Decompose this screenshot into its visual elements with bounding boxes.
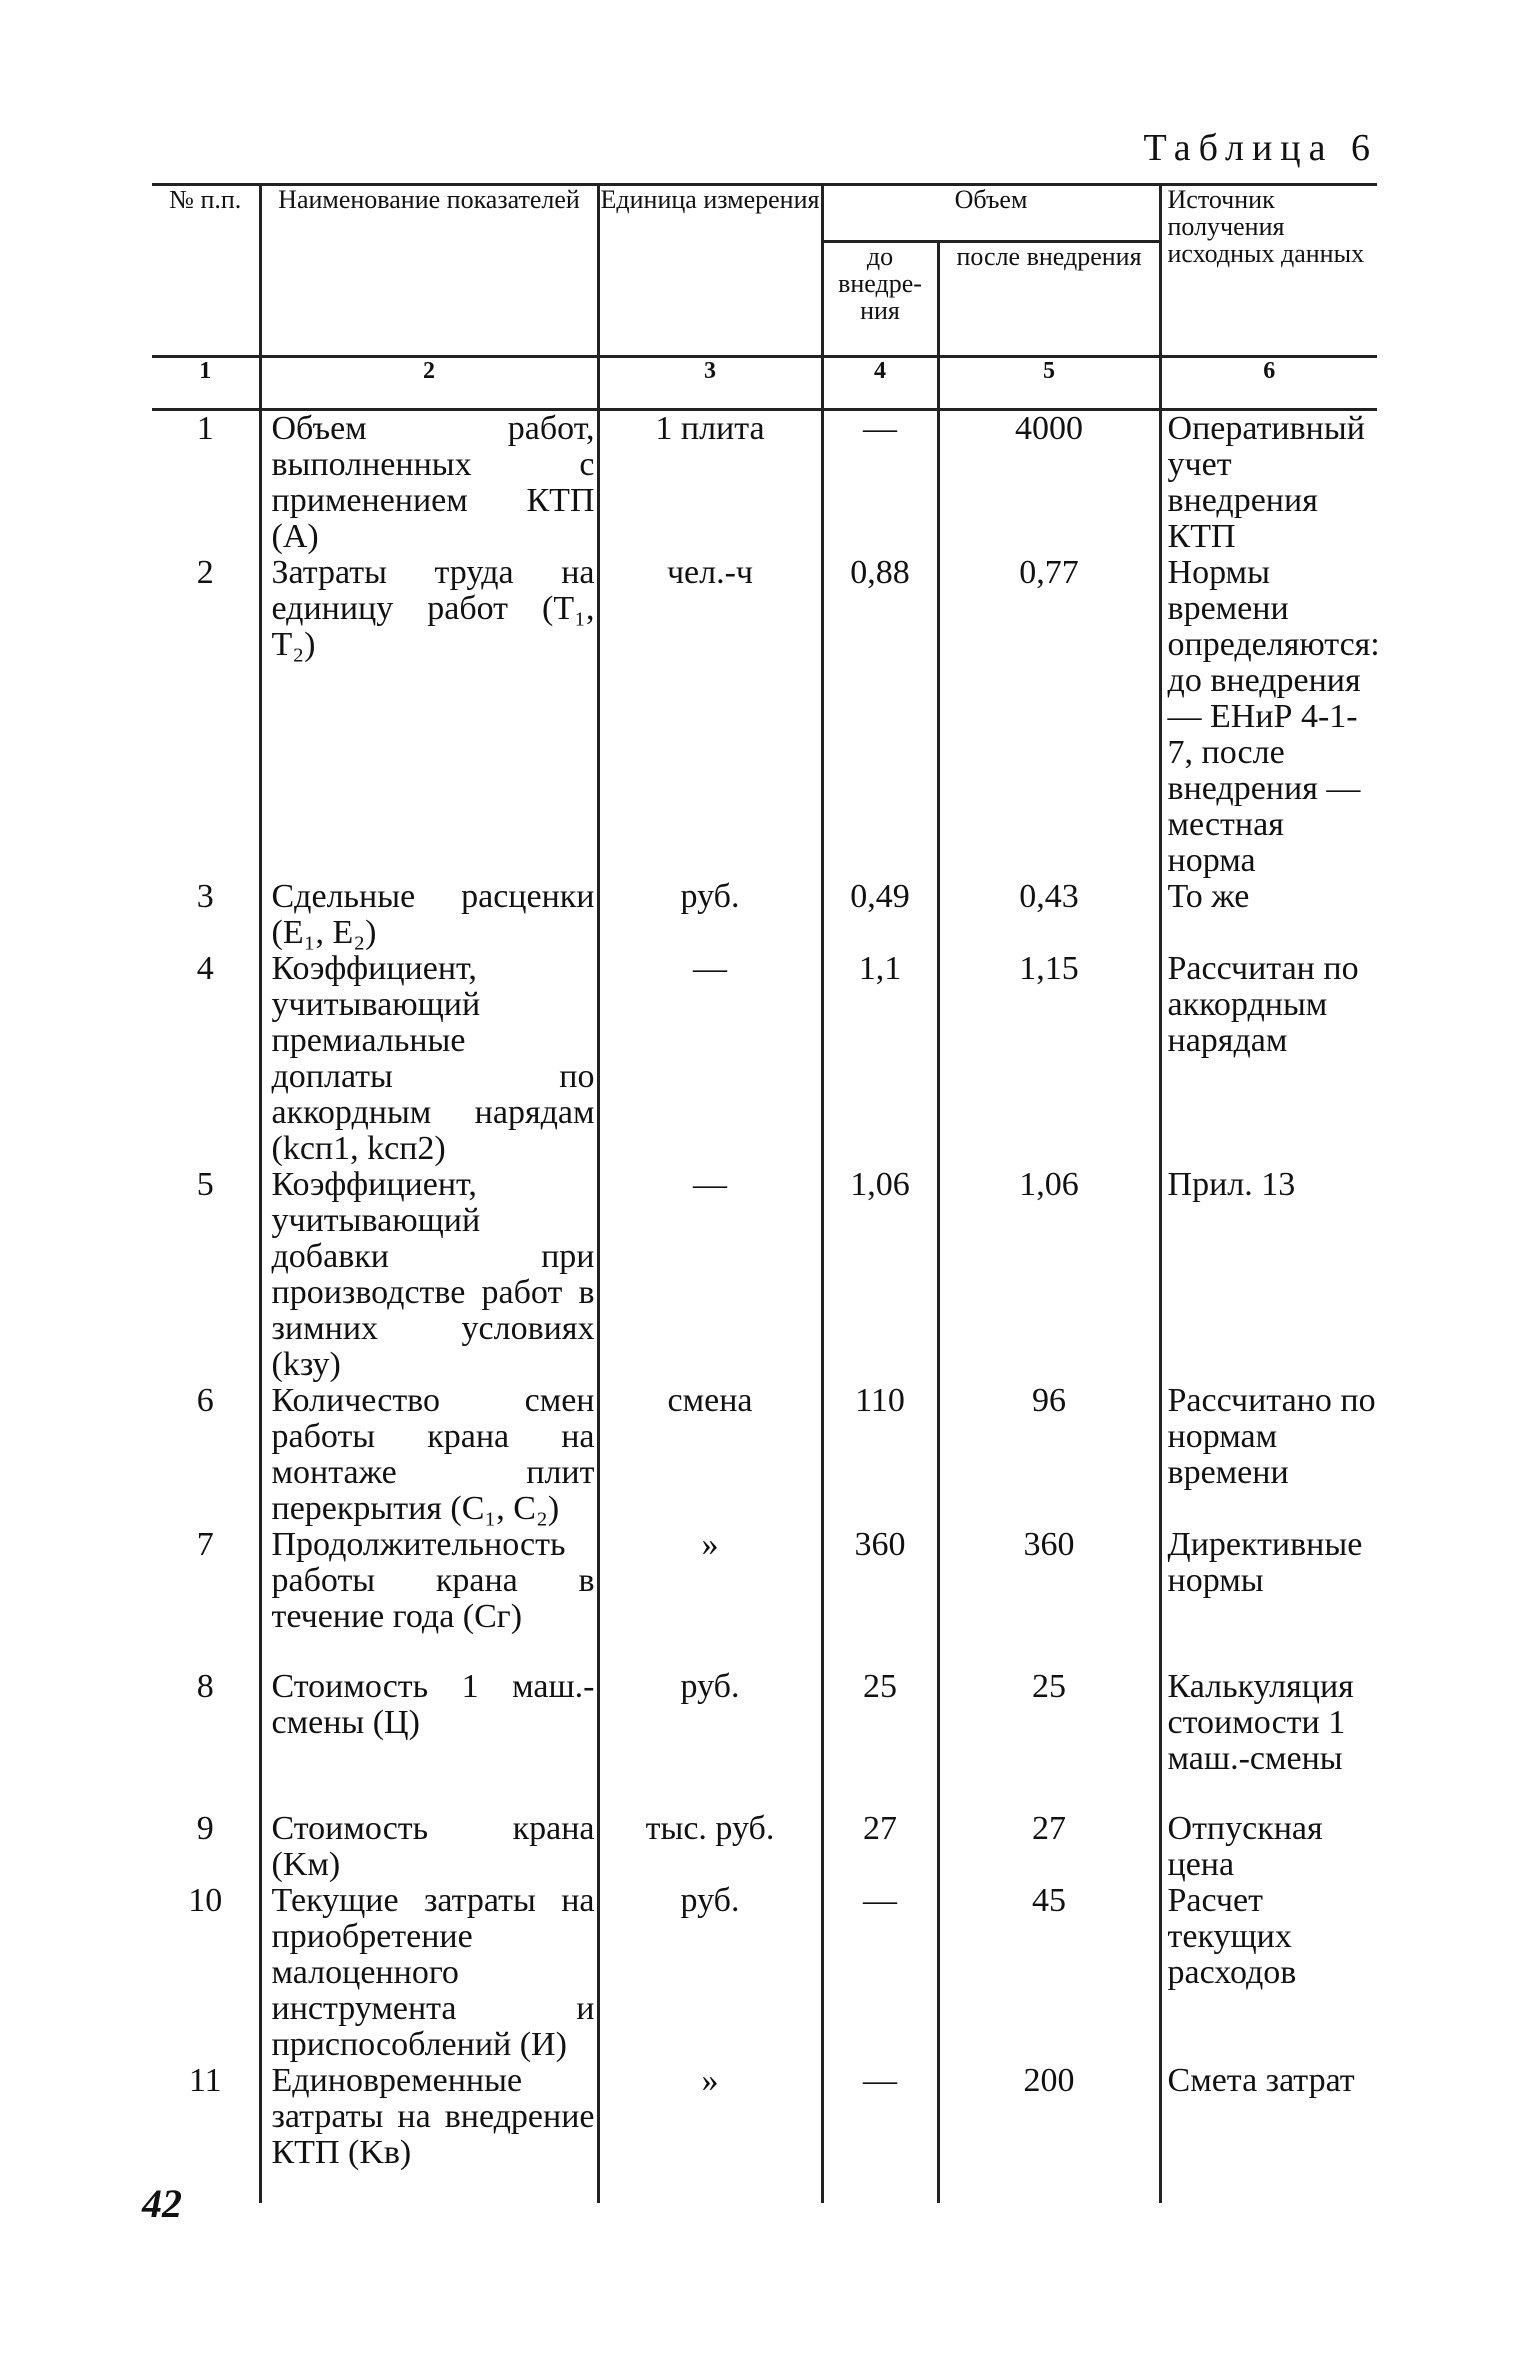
table-row <box>152 410 1377 556</box>
row-before: 360 <box>822 1527 938 1669</box>
row-before: — <box>822 2063 938 2203</box>
row-name: Стоимость 1 маш.-смены (Ц) <box>260 1669 598 1811</box>
header-no: № п.п. <box>169 185 242 214</box>
row-before: 25 <box>822 1669 938 1811</box>
row-number: 3 <box>196 878 214 915</box>
table-row <box>152 555 1377 879</box>
table-row <box>152 1669 1377 1811</box>
table-caption: Таблица 6 <box>1143 127 1378 169</box>
row-unit: руб. <box>598 1669 822 1811</box>
row-name: Затраты труда на единицу работ (T₁, T₂) <box>260 555 598 879</box>
row-number: 8 <box>196 1668 214 1705</box>
row-before: 0,88 <box>822 555 938 879</box>
row-source: Директивные нормы <box>1160 1527 1377 1669</box>
row-before: — <box>822 1883 938 2063</box>
table-row <box>152 951 1377 1167</box>
row-source: Калькуляция стоимости 1 маш.-смены <box>1160 1669 1377 1811</box>
row-before: 1,1 <box>822 951 938 1167</box>
row-number: 10 <box>188 1882 223 1919</box>
row-name: Коэффициент, учитывающий добавки при производстве работ в зимних условиях (kзу) <box>260 1167 598 1383</box>
row-unit: чел.-ч <box>598 555 822 879</box>
row-source: Нормы времени определяются: до внедрения — ЕНиР 4-1-7, после внедрения — местная норма <box>1160 555 1377 879</box>
row-after: 4000 <box>938 410 1160 556</box>
table-row <box>152 1811 1377 1883</box>
header-source: Источник получения исходных данных <box>1160 185 1377 357</box>
page-number: 42 <box>142 2181 182 2226</box>
row-before: 27 <box>822 1811 938 1883</box>
row-unit: смена <box>598 1383 822 1527</box>
row-name: Единовременные затраты на внедрение КТП (Kв) <box>260 2063 598 2203</box>
row-unit: руб. <box>598 1883 822 2063</box>
header-volume: Объем <box>822 185 1160 242</box>
row-unit: 1 плита <box>598 410 822 556</box>
row-unit: руб. <box>598 879 822 951</box>
row-before: — <box>822 410 938 556</box>
table-row <box>152 879 1377 951</box>
row-number: 11 <box>188 2062 222 2099</box>
col-number-1: 1 <box>199 358 212 384</box>
row-source: Оперативный учет внедрения КТП <box>1160 410 1377 556</box>
row-before: 110 <box>822 1383 938 1527</box>
row-name: Стоимость крана (Kм) <box>260 1811 598 1883</box>
row-source: Отпускная цена <box>1160 1811 1377 1883</box>
col-number-3: 3 <box>598 357 822 410</box>
col-number-5: 5 <box>938 357 1160 410</box>
row-unit: » <box>598 2063 822 2203</box>
row-after: 1,15 <box>938 951 1160 1167</box>
row-number: 9 <box>196 1810 214 1847</box>
row-after: 200 <box>938 2063 1160 2203</box>
row-after: 0,77 <box>938 555 1160 879</box>
row-name: Сдельные расценки (E₁, E₂) <box>260 879 598 951</box>
header-name: Наименование показателей <box>260 185 598 357</box>
row-name: Количество смен работы крана на монтаже плит перекрытия (C₁, C₂) <box>260 1383 598 1527</box>
row-after: 25 <box>938 1669 1160 1811</box>
row-unit: — <box>598 951 822 1167</box>
row-after: 360 <box>938 1527 1160 1669</box>
row-number: 4 <box>196 950 214 987</box>
table-row <box>152 1167 1377 1383</box>
row-source: Рассчитан по аккордным нарядам <box>1160 951 1377 1167</box>
row-number: 2 <box>196 554 214 591</box>
row-after: 1,06 <box>938 1167 1160 1383</box>
header-unit: Единица измерения <box>598 185 822 357</box>
indicators-table <box>152 183 1380 2203</box>
header-after: после внедрения <box>938 242 1160 357</box>
col-number-4: 4 <box>822 357 938 410</box>
col-number-6: 6 <box>1160 357 1377 410</box>
row-source: Смета затрат <box>1160 2063 1377 2203</box>
row-after: 45 <box>938 1883 1160 2063</box>
table-row <box>152 2063 1377 2203</box>
table-row <box>152 1383 1377 1527</box>
row-after: 96 <box>938 1383 1160 1527</box>
row-number: 7 <box>196 1526 214 1563</box>
row-source: То же <box>1160 879 1377 951</box>
row-number: 5 <box>196 1166 214 1203</box>
row-name: Продолжительность работы крана в течение года (Cг) <box>260 1527 598 1669</box>
row-source: Расчет текущих расходов <box>1160 1883 1377 2063</box>
col-number-2: 2 <box>260 357 598 410</box>
row-source: Прил. 13 <box>1160 1167 1377 1383</box>
row-source: Рассчитано по нормам времени <box>1160 1383 1377 1527</box>
table-row <box>152 1883 1377 2063</box>
row-name: Текущие затраты на приобретение малоценного инструмента и приспособлений (И) <box>260 1883 598 2063</box>
row-name: Объем работ, выполненных с применением КТП (А) <box>260 410 598 556</box>
row-before: 1,06 <box>822 1167 938 1383</box>
row-before: 0,49 <box>822 879 938 951</box>
row-unit: — <box>598 1167 822 1383</box>
table-row <box>152 1527 1377 1669</box>
row-number: 6 <box>196 1382 214 1419</box>
row-unit: » <box>598 1527 822 1669</box>
header-before: до внедре-ния <box>822 242 938 357</box>
row-name: Коэффициент, учитывающий премиальные доплаты по аккордным нарядам (kсп1, kсп2) <box>260 951 598 1167</box>
row-unit: тыс. руб. <box>598 1811 822 1883</box>
row-after: 0,43 <box>938 879 1160 951</box>
row-after: 27 <box>938 1811 1160 1883</box>
table-body <box>152 410 1380 2204</box>
row-number: 1 <box>196 410 214 447</box>
